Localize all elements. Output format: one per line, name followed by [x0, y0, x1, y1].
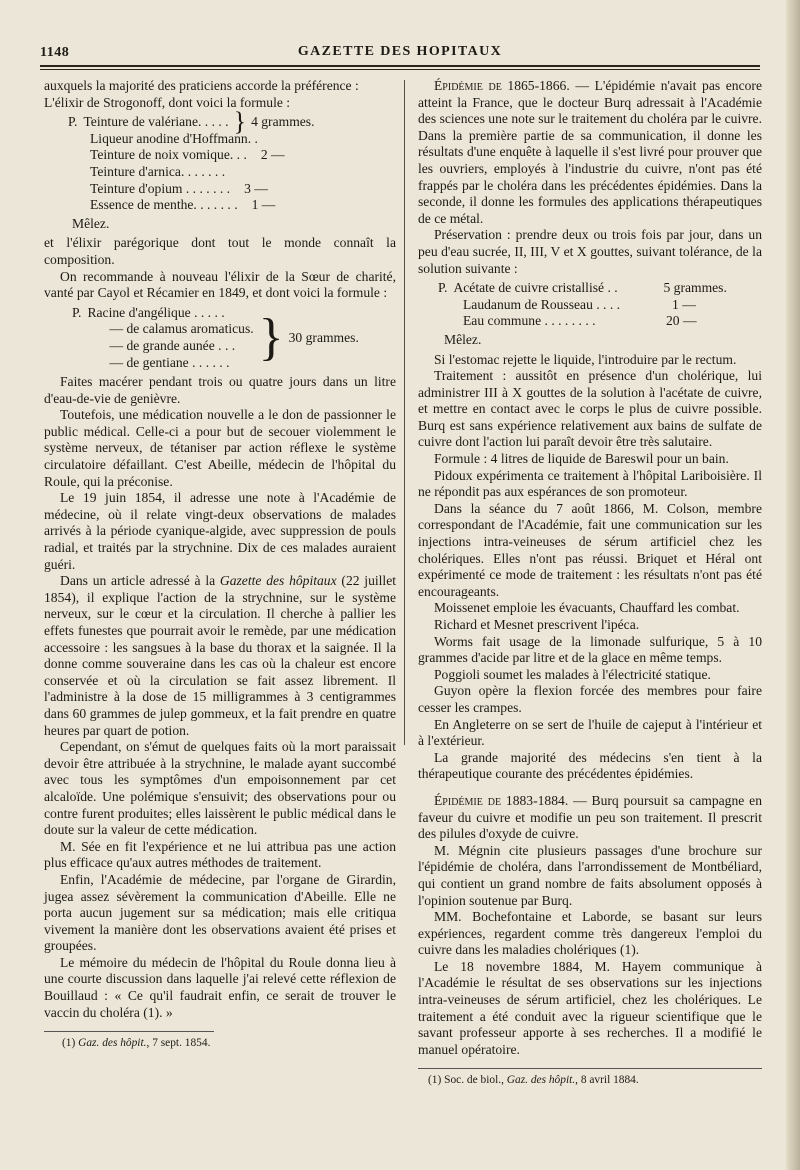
- formula-item: Laudanum de Rousseau . . . .: [463, 296, 621, 312]
- paragraph: Poggioli soumet les malades à l'électricité statique.: [434, 666, 711, 682]
- formula-item: Teinture d'arnica. . . . . . .: [90, 163, 226, 179]
- paragraph: M. Sée en fit l'expérience et ne lui attribua pas une action plus efficace qu'aux autres méthodes de traitement.: [44, 838, 396, 871]
- formula-item: Acétate de cuivre cristallisé . .: [453, 280, 618, 296]
- paragraph: Préservation : prendre deux ou trois fois par jour, dans un peu d'eau sucrée, II, III, V et X gouttes, suivant tolérance, de la solution suivante :: [418, 227, 762, 276]
- paragraph: Dans la séance du 7 août 1866, M. Colson, membre correspondant de l'Académie, fait une communication sur les injections intra-veineuses de sérum artificiel chez les cholériques. Elles n'ont pas réussi. Briquet et Héral ont expérimenté ce mode de traitement : les résultats n'ont pas été encourageants.: [418, 500, 762, 599]
- paragraph: On recommande à nouveau l'élixir de la Sœur de charité, vanté par Cayol et Récamier en 1849, et dont voici la formule :: [44, 268, 396, 301]
- formula-item: Teinture de valériane. . . . .: [83, 114, 229, 130]
- paragraph: Richard et Mesnet prescrivent l'ipéca.: [434, 617, 640, 632]
- formula-item: — de grande aunée . . .: [109, 337, 236, 353]
- paragraph: Dans un article adressé à la Gazette des hôpitaux (22 juillet 1854), il explique l'action de la strychnine, sur le système nerveux, sur le cœur et la circulation. Il cherche à pallier les effets funestes que pourrait avoir le remède, par une médication accessoire : les sangsues à la base du thorax et la saignée. Il la donne comme souveraine dans les cas où la chaleur est encore conservée et où la circulation se fait assez librement. Il l'administre à la dose de 15 milligrammes à 3 centigrammes dans 60 grammes de julep gommeux, et la fait prendre en quatre heures par quart de potion.: [44, 573, 397, 738]
- paragraph: Toutefois, une médication nouvelle a le don de passionner le public médical. Celle-ci a pour but de secouer violemment le système nerveux, de tétaniser par action réflexe le système circulatoire défaillant. C'est Abeille, médecin de l'hôpital du Roule, qui la préconise.: [44, 407, 396, 489]
- paragraph: MM. Bochefontaine et Laborde, se basant sur leurs expériences, regardent comme très dangereux l'emploi du cuivre dans les maladies cholériques (1).: [418, 909, 762, 958]
- formula-quantity: 30 grammes.: [288, 329, 359, 345]
- page-spine-shadow: [786, 0, 800, 1170]
- formula-item: Teinture d'opium . . . . . . .: [90, 180, 231, 196]
- paragraph: Formule : 4 litres de liquide de Bareswil pour un bain.: [434, 451, 729, 467]
- formula-lead: P.: [438, 280, 448, 296]
- footnote-rule: [44, 1031, 214, 1032]
- formula-quantity: 3 —: [244, 180, 268, 196]
- formula-quantity: 1 —: [251, 197, 276, 213]
- header-rule-thick: [40, 65, 760, 67]
- header-rule-thin: [40, 69, 760, 70]
- paragraph: Le mémoire du médecin de l'hôpital du Roule donna lieu à une courte discussion dans laquelle j'ai relevé cette réflexion de Bouillaud : « Ce qu'il faudrait enfin, ce serait de trouver le vaccin du choléra (1). »: [44, 954, 396, 1020]
- formula-melez: Mêlez.: [72, 215, 110, 231]
- paragraph: Worms fait usage de la limonade sulfurique, 5 à 10 grammes d'acide par litre et de la glace en même temps.: [418, 633, 762, 666]
- paragraph: Le 18 novembre 1884, M. Hayem communique à l'Académie le résultat de ses observations sur les injections intra-veineuses de sérum artificiel, chez les cholériques. Le traitement a été conduit avec la rigueur scientifique que le savant professeur apporte à ses recherches. Il a modifié le manuel opératoire.: [418, 958, 762, 1057]
- journal-citation: Gazette des hôpitaux: [219, 573, 337, 589]
- right-column: [418, 78, 762, 1087]
- paragraph: Traitement : aussitôt en présence d'un cholérique, lui administrer III à X gouttes de la solution à l'acétate de cuivre, et mettre en contact avec le corps le plus de cuivre possible. Burq est sans expérience relativement aux bains de sulfate de cuivre dont l'action lui paraît devoir être très salutaire.: [418, 368, 762, 450]
- paragraph: Épidémie de 1883-1884. — Burq poursuit sa campagne en faveur du cuivre et modifie un peu son traitement. Il prescrit des pilules d'oxyde de cuivre.: [418, 792, 762, 842]
- section-heading: Épidémie de 1883-1884.: [434, 792, 569, 808]
- paragraph: et l'élixir parégorique dont tout le monde connaît la composition.: [44, 235, 396, 267]
- brace: }: [258, 308, 284, 366]
- brace: }: [233, 107, 247, 137]
- formula-item: Racine d'angélique . . . . .: [87, 304, 225, 320]
- paragraph: Enfin, l'Académie de médecine, par l'organe de Girardin, jugea assez sévèrement la communication d'Abeille. Elle ne porta aucun jugement sur sa médication; mais elle critiqua vivement la manière dont les observations avaient été prises et groupées.: [44, 871, 396, 954]
- paragraph: L'élixir de Strogonoff, dont voici la formule :: [44, 94, 291, 110]
- formula-item: — de gentiane . . . . . .: [109, 354, 230, 370]
- paragraph: Moissenet emploie les évacuants, Chauffard les combat.: [434, 600, 740, 616]
- section-heading: Épidémie de 1865-1866.: [434, 78, 570, 93]
- journal-title: GAZETTE DES HOPITAUX: [297, 44, 503, 59]
- formula-quantity: 1 —: [672, 296, 696, 312]
- formula-quantity: 20 —: [666, 313, 697, 329]
- formula-strogonoff: [44, 107, 396, 232]
- footnote: (1) Gaz. des hôpit., 7 sept. 1854.: [62, 1037, 211, 1050]
- paragraph: La grande majorité des médecins s'en tient à la thérapeutique courante des précédentes épidémies.: [418, 749, 762, 782]
- formula-item: — de calamus aromaticus.: [109, 321, 254, 337]
- formula-item: Eau commune . . . . . . . .: [463, 313, 596, 329]
- paragraph: En Angleterre on se sert de l'huile de cajeput à l'intérieur et à l'extérieur.: [418, 716, 762, 749]
- paragraph: Si l'estomac rejette le liquide, l'introduire par le rectum.: [434, 351, 737, 367]
- formula-quantity: 4 grammes.: [251, 114, 315, 130]
- formula-item: Teinture de noix vomique. . .: [90, 147, 247, 163]
- paragraph: Pidoux expérimenta ce traitement à l'hôpital Lariboisière. Il ne répondit pas aux espérances de son promoteur.: [418, 467, 762, 500]
- paragraph: Guyon opère la flexion forcée des membres pour faire cesser les crampes.: [418, 683, 762, 715]
- paragraph: M. Mégnin cite plusieurs passages d'une brochure sur l'épidémie de choléra, dans l'arrondissement de Montbéliard, qui contient un grand nombre de faits absolument opposés à l'opinion soutenue par Burq.: [418, 842, 762, 908]
- formula-item: Liqueur anodine d'Hoffmann. .: [90, 130, 258, 146]
- paragraph: Épidémie de 1865-1866. — L'épidémie n'avait pas encore atteint la France, que le docteur Burq adressait à l'Académie des sciences une note sur le traitement du choléra par le cuivre. Dans la première partie de sa communication, il donne les résultats d'une enquête à laquelle il s'est livré pour prouver que les ouvriers, employés à l'industrie du cuivre, n'ont pas été frappés par le choléra dans les précédentes épidémies. Dans la seconde, il donne les formules des applications thérapeutiques de ce métal.: [418, 78, 762, 226]
- formula-melez: Mêlez.: [444, 331, 482, 347]
- paragraph: Le 19 juin 1854, il adresse une note à l'Académie de médecine, où il relate vingt-deux observations de malades arrivés à la période cyanique-algide, avec suppression de pouls radial, et traités par la strychnine. Dix de ces malades auraient guéri.: [44, 490, 396, 572]
- formula-soeur-de-charite: [44, 305, 396, 371]
- formula-quantity: 2 —: [260, 147, 285, 163]
- formula-lead: P.: [72, 304, 82, 320]
- formula-item: Essence de menthe. . . . . . .: [90, 197, 238, 213]
- paragraph: Cependant, on s'émut de quelques faits où la mort paraissait devoir être attribuée à la strychnine, le malade ayant succombé avec tous les symptômes d'un empoisonnement par cet alcaloïde. Une polémique s'ensuivit; des observations pour ou contre furent produites; elles laissèrent le public médical dans le doute sur la valeur de cette médication.: [44, 739, 396, 838]
- paragraph: auxquels la majorité des praticiens accorde la préférence :: [44, 78, 359, 93]
- column-separator: [404, 80, 405, 745]
- formula-burq: [418, 280, 762, 348]
- formula-lead: P.: [68, 114, 78, 130]
- formula-quantity: 5 grammes.: [663, 280, 727, 296]
- page-number: 1148: [40, 45, 70, 60]
- footnote-rule: [418, 1068, 762, 1069]
- left-column: [44, 78, 396, 1050]
- footnote: (1) Soc. de biol., Gaz. des hôpit., 8 avril 1884.: [428, 1074, 639, 1087]
- paragraph: Faites macérer pendant trois ou quatre jours dans un litre d'eau-de-vie de genièvre.: [44, 374, 396, 406]
